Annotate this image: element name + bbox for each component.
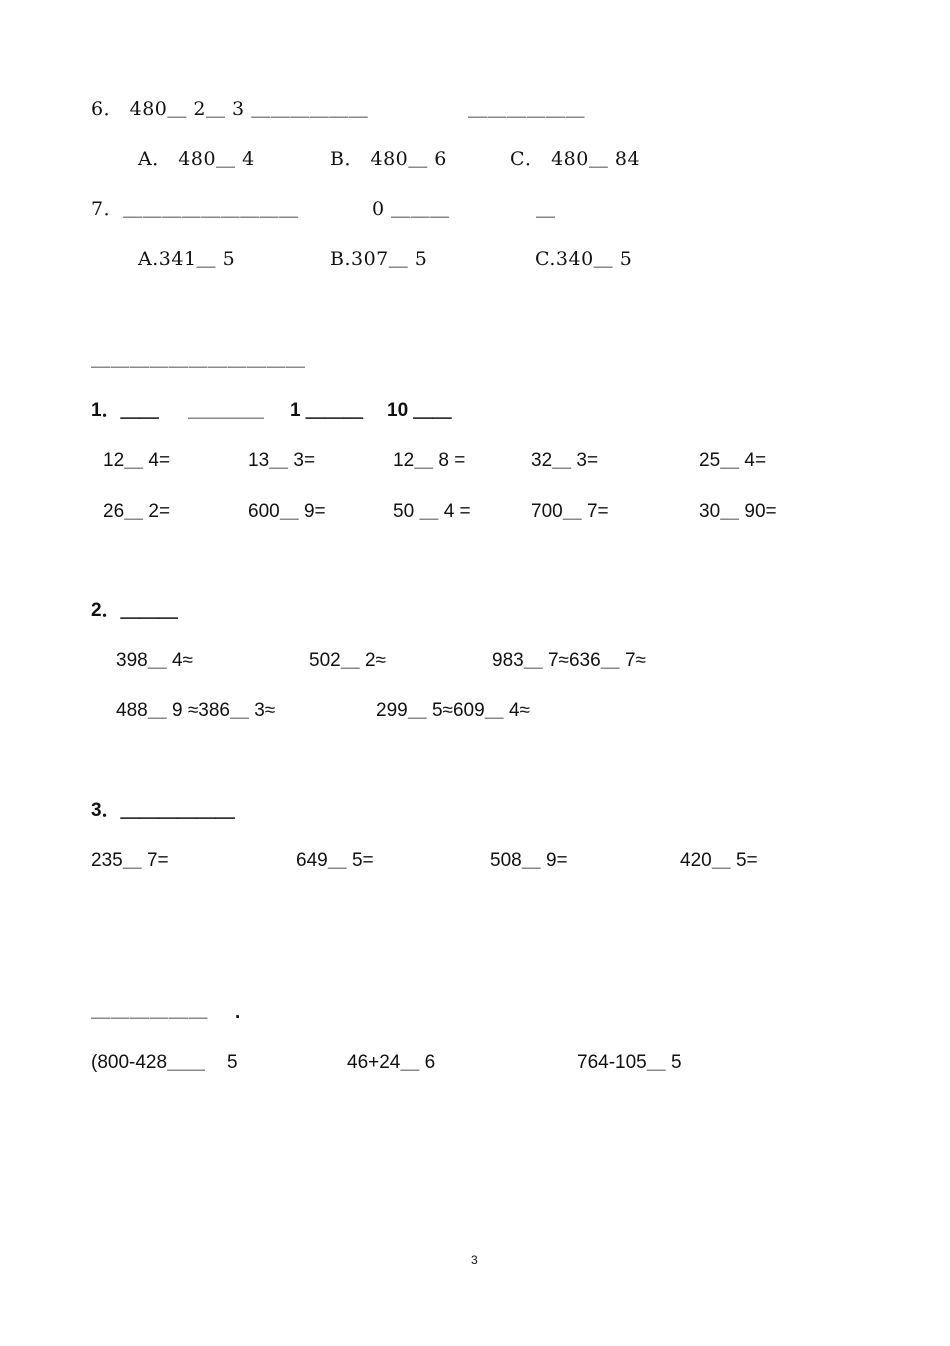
- part2-r1-c3: 983＿ 7≈636＿ 7≈: [492, 650, 646, 671]
- part1-r2-c3: 50 ＿ 4 =: [393, 501, 471, 522]
- part1-r1-c2: 13＿ 3=: [248, 450, 316, 471]
- part3-r1-c2: 649＿ 5=: [296, 850, 374, 871]
- section-mixed-dot: .: [235, 1002, 241, 1023]
- mixed-r1-c4: 764-105＿ 5: [577, 1052, 682, 1073]
- part1-r1-c3: 12＿ 8 =: [393, 450, 466, 471]
- part1-r2-c5: 30＿ 90=: [699, 501, 777, 522]
- part2-r2-c1: 488＿ 9 ≈386＿ 3≈: [116, 700, 276, 721]
- part2-label: 2．＿＿＿: [91, 600, 178, 621]
- mixed-r1-c1: (800-428＿＿: [91, 1052, 206, 1073]
- q7-stem-end: ＿: [536, 198, 556, 220]
- part1-label-b: ＿＿＿＿: [188, 400, 265, 421]
- part2-r1-c2: 502＿ 2≈: [309, 650, 386, 671]
- q6-option-b: B． 480＿ 6: [330, 148, 447, 170]
- part3-label: 3．＿＿＿＿＿＿: [91, 800, 235, 821]
- q6-stem-tail: ＿＿＿＿＿＿: [468, 98, 586, 120]
- part1-r1-c1: 12＿ 4=: [103, 450, 171, 471]
- part1-r2-c1: 26＿ 2=: [103, 501, 171, 522]
- q7-stem: 7．＿＿＿＿＿＿＿＿＿: [91, 198, 299, 220]
- part1-r2-c2: 600＿ 9=: [248, 501, 326, 522]
- part1-label: 1．＿＿: [91, 400, 159, 421]
- part3-r1-c4: 420＿ 5=: [680, 850, 758, 871]
- q7-option-a: A.341＿ 5: [138, 248, 236, 270]
- part2-r1-c1: 398＿ 4≈: [116, 650, 193, 671]
- mixed-r1-c3: 46+24＿ 6: [347, 1052, 436, 1073]
- section-mixed-title: ＿＿＿＿＿＿: [91, 999, 209, 1021]
- part3-r1-c3: 508＿ 9=: [490, 850, 568, 871]
- part2-r2-c2: 299＿ 5≈609＿ 4≈: [376, 700, 530, 721]
- q6-option-a: A． 480＿ 4: [138, 148, 255, 170]
- q7-stem-mid: 0 ＿＿＿: [372, 198, 450, 220]
- section-calc-title: ＿＿＿＿＿＿＿＿＿＿＿: [91, 348, 306, 370]
- part1-r1-c5: 25＿ 4=: [699, 450, 767, 471]
- page-number: 3: [471, 1253, 478, 1267]
- part3-r1-c1: 235＿ 7=: [91, 850, 169, 871]
- part1-r2-c4: 700＿ 7=: [531, 501, 609, 522]
- mixed-r1-c2: 5: [227, 1052, 238, 1073]
- q6-stem: 6． 480＿ 2＿ 3 ＿＿＿＿＿＿: [91, 98, 369, 120]
- q6-option-c: C． 480＿ 84: [510, 148, 641, 170]
- part1-label-d: 10 ＿＿: [387, 400, 452, 421]
- q7-option-c: C.340＿ 5: [535, 248, 633, 270]
- q7-option-b: B.307＿ 5: [330, 248, 428, 270]
- part1-r1-c4: 32＿ 3=: [531, 450, 599, 471]
- part1-label-c: 1 ＿＿＿: [290, 400, 363, 421]
